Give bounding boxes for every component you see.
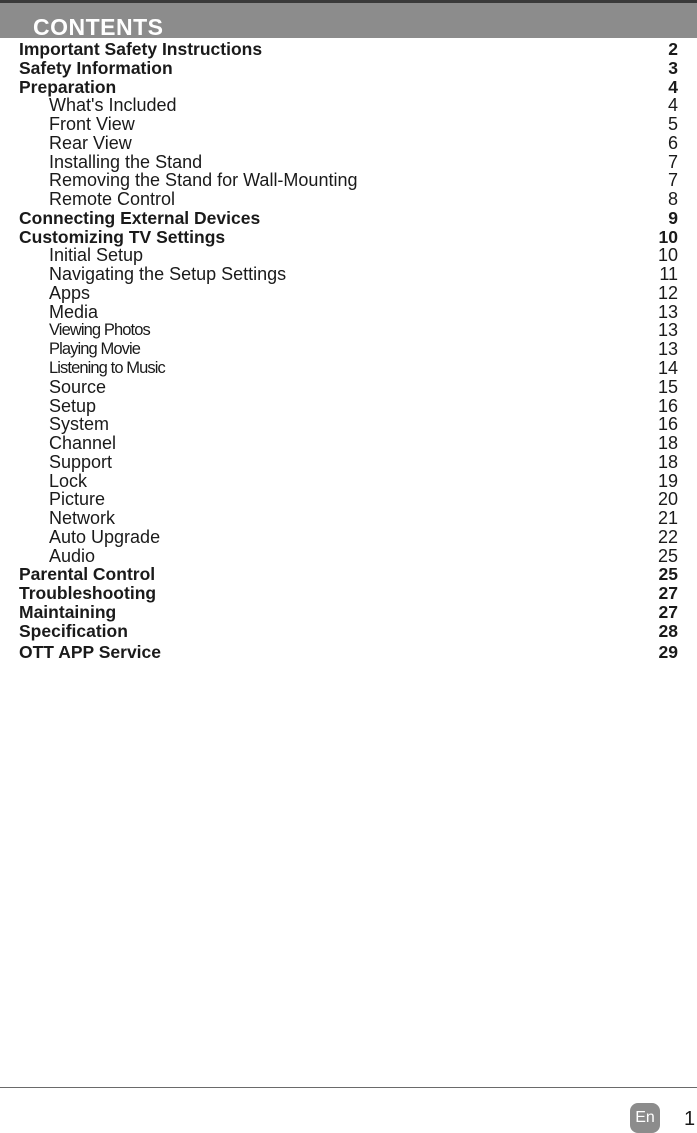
toc-subsection-entry[interactable]: [0, 96, 697, 115]
toc-section-entry[interactable]: [0, 40, 697, 59]
toc-entry-label: Auto Upgrade: [49, 526, 161, 547]
toc-subsection-entry[interactable]: [0, 547, 697, 566]
language-badge: En: [630, 1103, 660, 1133]
toc-entry-page-number: 12: [657, 282, 678, 303]
toc-entry-label: Media: [49, 301, 99, 322]
toc-entry-label: Maintaining: [19, 601, 117, 622]
toc-entry-label: What's Included: [49, 95, 177, 116]
toc-entry-page-number: 21: [657, 508, 678, 529]
toc-entry-page-number: 7: [667, 151, 678, 172]
table-of-contents: [0, 40, 697, 661]
toc-subsection-entry[interactable]: [0, 453, 697, 472]
toc-subsection-entry[interactable]: [0, 153, 697, 172]
toc-entry-label: Initial Setup: [49, 245, 144, 266]
toc-entry-label: Picture: [49, 489, 106, 510]
toc-entry-page-number: 10: [658, 226, 678, 247]
toc-entry-label: Safety Information: [19, 57, 173, 78]
toc-entry-page-number: 6: [667, 132, 678, 153]
toc-entry-label: Viewing Photos: [49, 321, 150, 340]
toc-entry-page-number: 10: [657, 245, 678, 266]
toc-entry-page-number: 9: [668, 207, 678, 228]
toc-entry-label: Connecting External Devices: [19, 207, 261, 228]
toc-entry-label: Source: [49, 376, 107, 397]
toc-entry-page-number: 25: [657, 545, 678, 566]
toc-entry-page-number: 20: [657, 489, 678, 510]
footer-divider: [0, 1087, 697, 1088]
toc-section-entry[interactable]: [0, 209, 697, 228]
toc-entry-page-number: 16: [657, 395, 678, 416]
toc-entry-page-number: 18: [657, 433, 678, 454]
toc-subsection-entry[interactable]: [0, 321, 697, 340]
toc-entry-label: Setup: [49, 395, 97, 416]
toc-entry-label: Channel: [49, 433, 117, 454]
toc-entry-page-number: 29: [658, 641, 678, 662]
toc-entry-label: Rear View: [49, 132, 132, 153]
toc-entry-page-number: 13: [657, 320, 678, 341]
toc-section-entry[interactable]: [0, 228, 697, 247]
toc-entry-page-number: 13: [657, 301, 678, 322]
toc-subsection-entry[interactable]: [0, 434, 697, 453]
toc-entry-page-number: 8: [667, 189, 678, 210]
toc-entry-label: Listening to Music: [49, 359, 165, 378]
toc-entry-page-number: 3: [668, 57, 678, 78]
toc-entry-page-number: 7: [667, 170, 678, 191]
toc-entry-page-number: 5: [667, 114, 678, 135]
toc-entry-label: Support: [49, 451, 113, 472]
toc-subsection-entry[interactable]: [0, 490, 697, 509]
toc-subsection-entry[interactable]: [0, 115, 697, 134]
toc-subsection-entry[interactable]: [0, 284, 697, 303]
toc-entry-label: Troubleshooting: [19, 583, 157, 604]
toc-subsection-entry[interactable]: [0, 359, 697, 378]
toc-section-entry[interactable]: [0, 603, 697, 622]
toc-entry-label: Lock: [49, 470, 88, 491]
toc-subsection-entry[interactable]: [0, 509, 697, 528]
toc-entry-page-number: 28: [658, 620, 678, 641]
toc-subsection-entry[interactable]: [0, 265, 697, 284]
page-title: CONTENTS: [33, 14, 164, 40]
toc-subsection-entry[interactable]: [0, 303, 697, 322]
toc-section-entry[interactable]: [0, 643, 697, 662]
toc-entry-page-number: 14: [657, 358, 678, 379]
toc-entry-label: OTT APP Service: [19, 641, 162, 662]
page-number: 1: [684, 1108, 696, 1130]
toc-entry-label: Apps: [49, 282, 91, 303]
toc-entry-page-number: 22: [657, 526, 678, 547]
toc-subsection-entry[interactable]: [0, 472, 697, 491]
toc-subsection-entry[interactable]: [0, 397, 697, 416]
toc-entry-page-number: 27: [658, 583, 678, 604]
toc-section-entry[interactable]: [0, 565, 697, 584]
toc-entry-page-number: 13: [657, 339, 678, 360]
toc-entry-label: Important Safety Instructions: [19, 39, 263, 59]
toc-subsection-entry[interactable]: [0, 246, 697, 265]
toc-entry-label: Parental Control: [19, 564, 156, 585]
toc-entry-page-number: 4: [667, 95, 678, 116]
toc-entry-page-number: 19: [657, 470, 678, 491]
toc-subsection-entry[interactable]: [0, 378, 697, 397]
toc-subsection-entry[interactable]: [0, 190, 697, 209]
toc-subsection-entry[interactable]: [0, 528, 697, 547]
toc-entry-label: Removing the Stand for Wall-Mounting: [49, 170, 358, 191]
toc-subsection-entry[interactable]: [0, 340, 697, 359]
toc-entry-page-number: 11: [659, 264, 678, 285]
toc-subsection-entry[interactable]: [0, 171, 697, 190]
toc-entry-label: Audio: [49, 545, 96, 566]
toc-entry-label: Preparation: [19, 76, 117, 97]
toc-entry-page-number: 2: [668, 39, 678, 59]
toc-entry-page-number: 25: [658, 564, 678, 585]
toc-entry-label: Remote Control: [49, 189, 176, 210]
toc-section-entry[interactable]: [0, 584, 697, 603]
toc-entry-label: Specification: [19, 620, 128, 641]
toc-section-entry[interactable]: [0, 622, 697, 641]
toc-entry-page-number: 15: [657, 376, 678, 397]
toc-entry-page-number: 27: [658, 601, 678, 622]
toc-entry-page-number: 18: [657, 451, 678, 472]
toc-subsection-entry[interactable]: [0, 415, 697, 434]
toc-entry-page-number: 16: [657, 414, 678, 435]
toc-entry-label: System: [49, 414, 110, 435]
toc-entry-label: Navigating the Setup Settings: [49, 264, 287, 285]
toc-entry-label: Playing Movie: [49, 340, 141, 359]
toc-section-entry[interactable]: [0, 59, 697, 78]
toc-entry-page-number: 4: [668, 76, 678, 97]
toc-entry-label: Customizing TV Settings: [19, 226, 226, 247]
toc-entry-label: Front View: [49, 114, 135, 135]
toc-section-entry[interactable]: [0, 78, 697, 97]
toc-entry-label: Installing the Stand: [49, 151, 203, 172]
toc-entry-label: Network: [49, 508, 116, 529]
toc-subsection-entry[interactable]: [0, 134, 697, 153]
